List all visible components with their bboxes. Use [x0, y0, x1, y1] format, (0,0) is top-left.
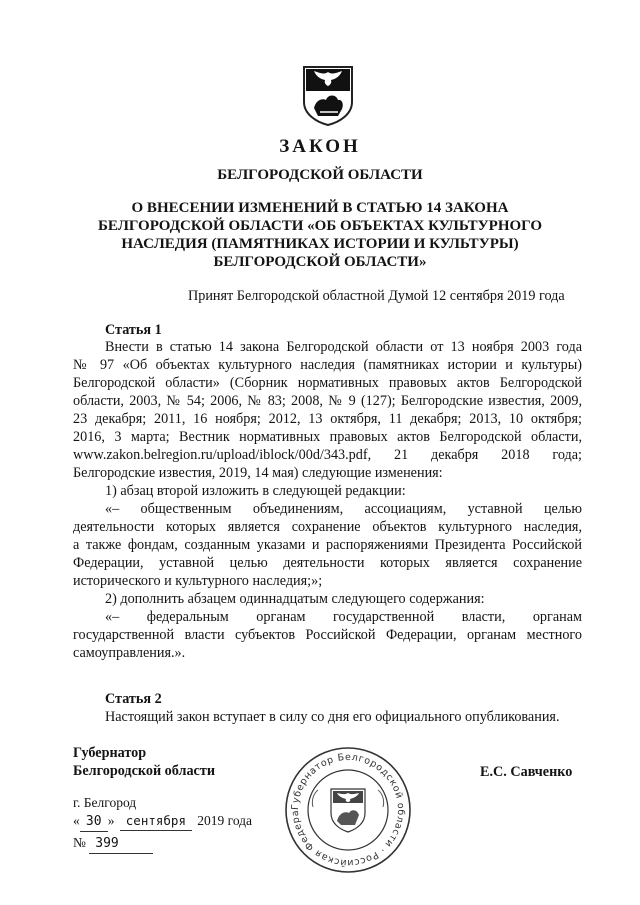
signatory-name: Е.С. Савченко — [480, 764, 573, 780]
number-sign: № — [73, 835, 86, 850]
region-title: БЕЛГОРОДСКОЙ ОБЛАСТИ — [217, 167, 423, 183]
article-1-line-2: № 97 «Об объектах культурного наследия (памятниках истории и культуры) — [73, 357, 582, 373]
item-2-line-1: «– федеральным органам государственной власти, органам — [105, 609, 582, 625]
official-seal — [283, 745, 413, 875]
article-2-heading: Статья 2 — [105, 691, 162, 707]
item-2-intro: 2) дополнить абзацем одиннадцатым следующего содержания: — [105, 591, 485, 607]
item-2-line-2: государственной власти субъектов Российской Федерации, органам местного — [73, 627, 582, 643]
article-1-line-5: 23 декабря; 2011, 16 ноября; 2012, 13 октября, 11 декабря; 2013, 10 октября; — [73, 411, 582, 427]
article-2-text: Настоящий закон вступает в силу со дня его официального опубликования. — [105, 709, 560, 725]
number-value: 399 — [89, 835, 153, 854]
coat-of-arms-emblem — [300, 64, 356, 126]
signatory-position-2: Белгородской области — [73, 763, 215, 779]
article-1-line-8: Белгородские известия, 2019, 14 мая) следующие изменения: — [73, 465, 443, 481]
item-1-line-3: а также фондам, созданным указами и распоряжениями Президента Российской — [73, 537, 582, 553]
article-1-heading: Статья 1 — [105, 322, 162, 338]
item-1-intro: 1) абзац второй изложить в следующей редакции: — [105, 483, 406, 499]
signatory-position-1: Губернатор — [73, 745, 147, 761]
date-year: 2019 года — [197, 813, 253, 828]
adopted-date: Принят Белгородской областной Думой 12 сентября 2019 года — [188, 288, 565, 304]
item-1-line-1: «– общественным объединениям, ассоциациям, уставной целью — [105, 501, 582, 517]
article-1-line-4: области, 2003, № 54; 2006, № 83; 2008, № 9 (127); Белгородские известия, 2009, — [73, 393, 582, 409]
subtitle-line-1: О ВНЕСЕНИИ ИЗМЕНЕНИЙ В СТАТЬЮ 14 ЗАКОНА — [131, 200, 509, 216]
date-month: сентября — [120, 812, 192, 831]
law-number — [73, 834, 153, 854]
subtitle-line-4: БЕЛГОРОДСКОЙ ОБЛАСТИ» — [213, 254, 427, 270]
item-2-line-3: самоуправления.». — [73, 645, 186, 661]
article-1-line-3: Белгородской области» (Сборник нормативных правовых актов Белгородской — [73, 375, 582, 391]
signing-date — [73, 812, 252, 832]
subtitle-line-2: БЕЛГОРОДСКОЙ ОБЛАСТИ «ОБ ОБЪЕКТАХ КУЛЬТУРНОГО — [97, 218, 542, 234]
item-1-line-5: исторического и культурного наследия;»; — [73, 573, 323, 589]
seal-text: Губернатор Белгородской области · Российская Федера — [289, 751, 407, 869]
subtitle-line-3: НАСЛЕДИЯ (ПАМЯТНИКАХ ИСТОРИИ И КУЛЬТУРЫ) — [121, 236, 519, 252]
document-title: ЗАКОН — [279, 136, 361, 157]
article-1-line-7: www.zakon.belregion.ru/upload/iblock/00d/343.pdf, 21 декабря 2018 года; — [73, 447, 582, 463]
item-1-line-2: деятельности которых является сохранение объектов культурного наследия, — [73, 519, 582, 535]
article-1-line-1: Внести в статью 14 закона Белгородской области от 13 ноября 2003 года — [105, 339, 582, 355]
article-1-line-6: 2016, 3 марта; Вестник нормативных правовых актов Белгородской области, — [73, 429, 582, 445]
city-label: г. Белгород — [73, 795, 137, 810]
date-day: 30 — [80, 813, 108, 832]
date-close-quote: » — [107, 813, 115, 828]
item-1-line-4: Федерации, уставной целью деятельности которых является сохранение — [73, 555, 582, 571]
date-open-quote: « — [73, 813, 80, 828]
